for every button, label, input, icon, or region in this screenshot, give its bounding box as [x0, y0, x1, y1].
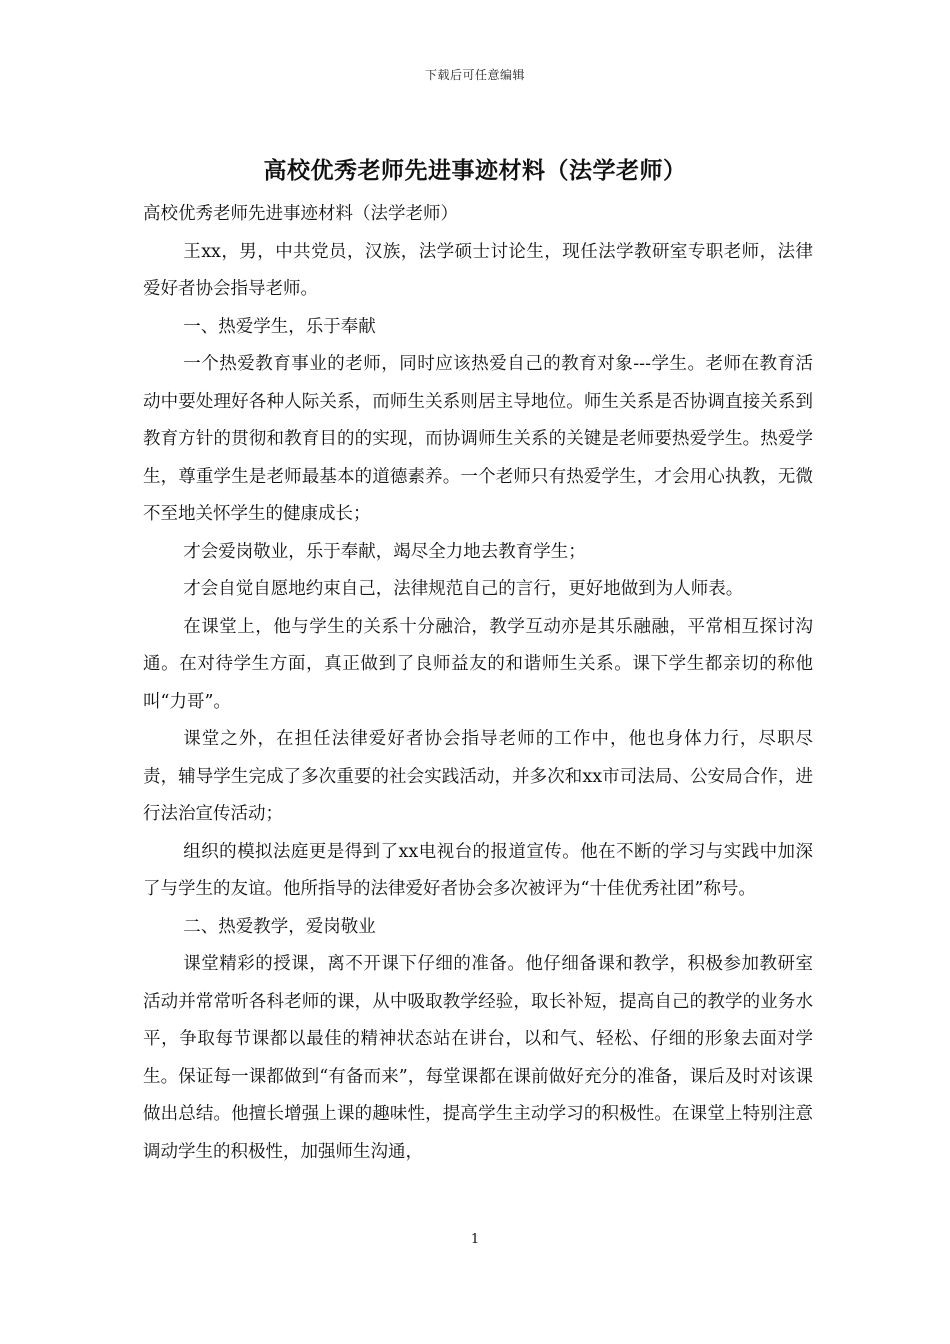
paragraph: 在课堂上，他与学生的关系十分融洽，教学互动亦是其乐融融，平常相互探讨沟通。在对待学生方面，真正做到了良师益友的和谐师生关系。课下学生都亲切的称他叫“力哥”。: [143, 616, 813, 712]
subtitle-line: 高校优秀老师先进事迹材料（法学老师）: [143, 204, 458, 224]
paragraph: 才会自觉自愿地约束自己，法律规范自己的言行，更好地做到为人师表。: [183, 579, 744, 599]
paragraph: 组织的模拟法庭更是得到了xx电视台的报道宣传。他在不断的学习与实践中加深了与学生的友谊。他所指导的法律爱好者协会多次被评为“十佳优秀社团”称号。: [143, 841, 813, 899]
document-body: [143, 196, 813, 1171]
paragraph: 课堂精彩的授课，离不开课下仔细的准备。他仔细备课和教学，积极参加教研室活动并常常听各科老师的课，从中吸取教学经验，取长补短，提高自己的教学的业务水平，争取每节课都以最佳的精神状态站在讲台，以和气、轻松、仔细的形象去面对学生。保证每一课都做到“有备而来”，每堂课都在课前做好充分的准备，课后及时对该课做出总结。他擅长增强上课的趣味性，提高学生主动学习的积极性。在课堂上特别注意调动学生的积极性，加强师生沟通，: [143, 954, 813, 1162]
document-title: 高校优秀老师先进事迹材料（法学老师）: [263, 157, 687, 184]
paragraph: 课堂之外，在担任法律爱好者协会指导老师的工作中，他也身体力行，尽职尽责，辅导学生完成了多次重要的社会实践活动，并多次和xx市司法局、公安局合作，进行法治宣传活动；: [143, 729, 813, 824]
section-heading: 二、热爱教学，爱岗敬业: [183, 916, 376, 937]
paragraph: 一个热爱教育事业的老师，同时应该热爱自己的教育对象---学生。老师在教育活动中要处理好各种人际关系，而师生关系则居主导地位。师生关系是否协调直接关系到教育方针的贯彻和教育目的的实现，而协调师生关系的关键是老师要热爱学生。热爱学生，尊重学生是老师最基本的道德素养。一个老师只有热爱学生，才会用心执教，无微不至地关怀学生的健康成长；: [143, 354, 813, 524]
header-note: 下载后可任意编辑: [424, 68, 525, 82]
paragraph: 王xx，男，中共党员，汉族，法学硕士讨论生，现任法学教研室专职老师，法律爱好者协会指导老师。: [143, 241, 813, 299]
page-number: 1: [470, 1232, 480, 1247]
paragraph: 才会爱岗敬业，乐于奉献，竭尽全力地去教育学生；: [183, 541, 586, 562]
section-heading: 一、热爱学生，乐于奉献: [183, 316, 376, 337]
